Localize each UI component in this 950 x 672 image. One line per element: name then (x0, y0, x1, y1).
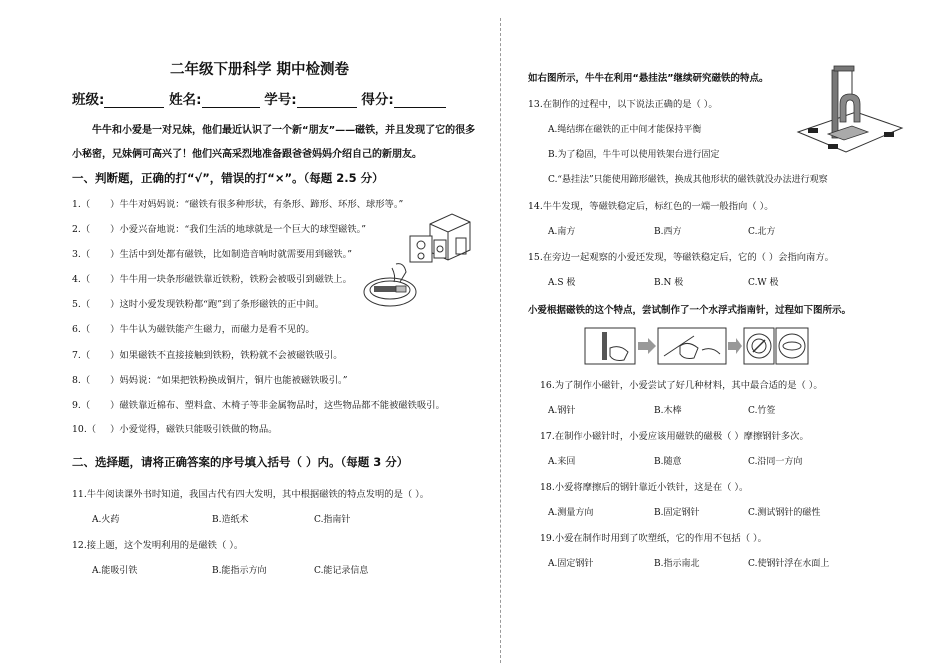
item-text: ）妈妈说：“如果把铁粉换成铜片，铜片也能被磁铁吸引。” (110, 375, 348, 386)
q13-option-b[interactable]: B.为了稳固，牛牛可以使用铁架台进行固定 (548, 150, 720, 160)
item-text: ）牛牛对妈妈说：“磁铁有很多种形状，有条形、蹄形、环形、球形等。” (110, 199, 404, 210)
item-text: ）生活中到处都有磁铁，比如制造音响时就需要用到磁铁。” (110, 249, 352, 260)
q17-option-b[interactable]: B.随意 (654, 457, 682, 467)
judge-item-4 (72, 271, 352, 285)
item-number: 4.（ (72, 274, 91, 285)
q18-option-c[interactable]: C.测试钢针的磁性 (748, 508, 821, 518)
item-text: ）小爱觉得，磁铁只能吸引铁做的物品。 (110, 424, 278, 435)
q11-option-a[interactable]: A.火药 (92, 515, 120, 525)
q17-option-c[interactable]: C.沿同一方向 (748, 457, 803, 467)
item-text: ）小爱兴奋地说：“我们生活的地球就是一个巨大的球型磁铁。” (110, 224, 367, 235)
q12-option-a[interactable]: A.能吸引铁 (92, 566, 138, 576)
item-number: 8.（ (72, 375, 91, 386)
q14-option-b[interactable]: B.西方 (654, 227, 682, 237)
q19-option-c[interactable]: C.使钢针浮在水面上 (748, 559, 830, 569)
q12-option-c[interactable]: C.能记录信息 (314, 566, 369, 576)
q13-option-c[interactable]: C.“悬挂法”只能使用蹄形磁铁，换成其他形状的磁铁就没办法进行观察 (548, 175, 828, 185)
item-text: ）如果磁铁不直接接触到铁粉，铁粉就不会被磁铁吸引。 (110, 350, 343, 361)
item-number: 1.（ (72, 199, 91, 210)
judge-item-7 (72, 347, 343, 361)
field-score-blank[interactable] (394, 93, 446, 108)
q15-option-b[interactable]: B.N 极 (654, 278, 684, 288)
q11-option-b[interactable]: B.造纸术 (212, 515, 249, 525)
right-lead2-text: 小爱根据磁铁的这个特点，尝试制作了一个水浮式指南针，过程如下图所示。 (528, 305, 852, 316)
q19-text: 19.小爱在制作时用到了吹塑纸，它的作用不包括（ ）。 (540, 533, 767, 544)
water-compass-steps-icon (584, 326, 810, 366)
item-number: 5.（ (72, 299, 91, 310)
magnet-dish-icon (360, 260, 422, 310)
page-title: 二年级下册科学 期中检测卷 (170, 62, 350, 78)
q12-option-b[interactable]: B.能指示方向 (212, 566, 267, 576)
judge-item-8 (72, 372, 347, 386)
field-name-label: 姓名: (169, 92, 202, 108)
q15-text: 15.在旁边一起观察的小爱还发现，等磁铁稳定后，它的（ ）会指向南方。 (528, 252, 834, 263)
column-divider (500, 18, 501, 663)
q16-option-b[interactable]: B.木棒 (654, 406, 682, 416)
item-number: 6.（ (72, 324, 91, 335)
q19-option-a[interactable]: A.固定钢针 (548, 559, 594, 569)
q13-text: 13.在制作的过程中，以下说法正确的是（ ）。 (528, 99, 718, 110)
item-number: 3.（ (72, 249, 91, 260)
q13-option-a[interactable]: A.绳结绑在磁铁的正中间才能保持平衡 (548, 125, 702, 135)
item-number: 10.（ (72, 424, 97, 435)
item-number: 2.（ (72, 224, 91, 235)
field-score-label: 得分: (361, 92, 394, 108)
item-text: ）牛牛用一块条形磁铁靠近铁粉，铁粉会被吸引到磁铁上。 (110, 274, 352, 285)
q16-option-a[interactable]: A.钢针 (548, 406, 576, 416)
field-id-label: 学号: (264, 92, 297, 108)
right-lead-text: 如右图所示，牛牛在利用“悬挂法”继续研究磁铁的特点。 (528, 73, 769, 84)
intro-line-1: 牛牛和小爱是一对兄妹，他们最近认识了一个新“朋友”——磁铁，并且发现了它的很多 (92, 125, 476, 136)
q18-text: 18.小爱将摩擦后的钢针靠近小铁针，这是在（ ）。 (540, 482, 749, 493)
student-info-fields (72, 88, 446, 108)
q16-text: 16.为了制作小磁针，小爱尝试了好几种材料，其中最合适的是（ ）。 (540, 380, 823, 391)
item-number: 7.（ (72, 350, 91, 361)
q11-option-c[interactable]: C.指南针 (314, 515, 351, 525)
speaker-icon (408, 212, 476, 266)
field-id-blank[interactable] (297, 93, 357, 108)
q17-text: 17.在制作小磁针时，小爱应该用磁铁的磁极（ ）摩擦钢针多次。 (540, 431, 809, 442)
q15-option-c[interactable]: C.W 极 (748, 278, 779, 288)
judge-item-3 (72, 246, 352, 260)
q17-option-a[interactable]: A.来回 (548, 457, 576, 467)
field-name-blank[interactable] (202, 93, 260, 108)
judge-item-5 (72, 296, 324, 310)
q12-text: 12.接上题，这个发明利用的是磁铁（ ）。 (72, 540, 244, 551)
section2-heading: 二、选择题，请将正确答案的序号填入括号（ ）内。（每题 3 分） (72, 455, 409, 469)
item-text: ）牛牛认为磁铁能产生磁力，而磁力是看不见的。 (110, 324, 315, 335)
judge-item-6 (72, 321, 315, 335)
hanging-magnet-stand-icon (796, 62, 904, 158)
q14-option-c[interactable]: C.北方 (748, 227, 776, 237)
q15-option-a[interactable]: A.S 极 (548, 278, 576, 288)
q19-option-b[interactable]: B.指示南北 (654, 559, 700, 569)
judge-item-10 (72, 421, 277, 435)
intro-line-2: 小秘密，兄妹俩可高兴了！他们兴高采烈地准备跟爸爸妈妈介绍自己的新朋友。 (72, 149, 422, 160)
section1-heading: 一、判断题，正确的打“√”，错误的打“×”。（每题 2.5 分） (72, 171, 384, 185)
item-text: ）这时小爱发现铁粉都“跑”到了条形磁铁的正中间。 (110, 299, 325, 310)
field-class-label: 班级: (72, 92, 105, 108)
item-text: ）磁铁靠近棉布、塑料盒、木椅子等非金属物品时，这些物品都不能被磁铁吸引。 (110, 400, 445, 411)
judge-item-1 (72, 196, 403, 210)
q18-option-a[interactable]: A.测量方向 (548, 508, 594, 518)
q18-option-b[interactable]: B.固定钢针 (654, 508, 700, 518)
judge-item-9 (72, 397, 445, 411)
judge-item-2 (72, 221, 366, 235)
q14-text: 14.牛牛发现，等磁铁稳定后，标红色的一端一般指向（ ）。 (528, 201, 774, 212)
item-number: 9.（ (72, 400, 91, 411)
q16-option-c[interactable]: C.竹签 (748, 406, 776, 416)
q11-text: 11.牛牛阅读课外书时知道，我国古代有四大发明，其中根据磁铁的特点发明的是（ ）。 (72, 489, 430, 500)
field-class-blank[interactable] (104, 93, 164, 108)
q14-option-a[interactable]: A.南方 (548, 227, 576, 237)
